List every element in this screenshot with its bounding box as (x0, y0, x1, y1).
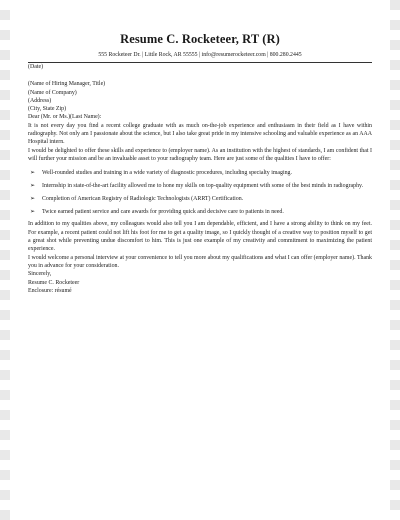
list-item-text: Internship in state-of-the-art facility allowed me to hone my skills on top-quality equipment with some of the best minds in radiography. (42, 183, 364, 190)
paragraph-offer: I would be delighted to offer these skills and experience to (employer name). As an institution with the highest of standards, I am confident that I will further your mission and be an invaluable asset to your radiography team. Here are just some of the qualities I have to offer: (28, 147, 372, 162)
recipient-address (28, 80, 372, 113)
signer-name: Resume C. Rocketeer (28, 279, 80, 286)
list-item (28, 182, 372, 190)
arrow-bullet-icon: ➢ (30, 195, 36, 202)
letter-body (28, 63, 372, 295)
arrow-bullet-icon: ➢ (30, 183, 36, 190)
arrow-bullet-icon: ➢ (30, 208, 36, 215)
list-item-text: Twice earned patient service and care awards for providing quick and decisive care to patients in need. (42, 208, 284, 215)
arrow-bullet-icon: ➢ (30, 170, 36, 177)
list-item (28, 169, 372, 177)
salutation: Dear (Mr. or Ms.)(Last Name): (28, 114, 102, 121)
paragraph-interview: I would welcome a personal interview at your convenience to tell you more about my qualifications and what I can offer (employer name). Thank you in advance for your consideration. (28, 254, 372, 269)
document-page (10, 0, 390, 520)
contact-line: 555 Rocketeer Dr. | Little Rock, AR 55555 | info@resumerocketeer.com | 800.280.2445 (98, 52, 302, 58)
list-item (28, 195, 372, 203)
closing: Sincerely, (28, 271, 52, 278)
enclosure-note: Enclosure: résumé (28, 287, 72, 294)
recipient-line: (Name of Company) (28, 89, 77, 96)
list-item-text: Well-rounded studies and training in a wide variety of diagnostic procedures, including specialty imaging. (42, 170, 292, 177)
recipient-line: (Name of Hiring Manager, Title) (28, 81, 106, 88)
list-item-text: Completion of American Registry of Radiologic Technologists (ARRT) Certification. (42, 195, 244, 202)
letter-date: (Date) (28, 64, 44, 70)
qualifications-list (28, 169, 372, 216)
recipient-line: (Address) (28, 97, 52, 104)
paragraph-qualities: In addition to my qualities above, my colleagues would also tell you I am dependable, efficient, and I have a strong ability to think on my feet. For example, a recent patient could not lift his foot for me to get a quality image, so I quickly thought of a creative way to position myself to get a great shot while preventing undue discomfort to him. This is just one example of my creativity and commitment to maximizing the patient experience. (28, 221, 372, 253)
list-item (28, 208, 372, 216)
applicant-name: Resume C. Rocketeer, RT (R) (120, 32, 280, 46)
paragraph-intro: It is not every day you find a recent college graduate with as much on-the-job experience and enthusiasm in their field as I have within radiography. Not only am I passionate about the science, but I also take great pride in my intensive schooling and valuable experience as an AAA Hospital intern. (28, 122, 372, 146)
recipient-line: (City, State Zip) (28, 106, 67, 113)
